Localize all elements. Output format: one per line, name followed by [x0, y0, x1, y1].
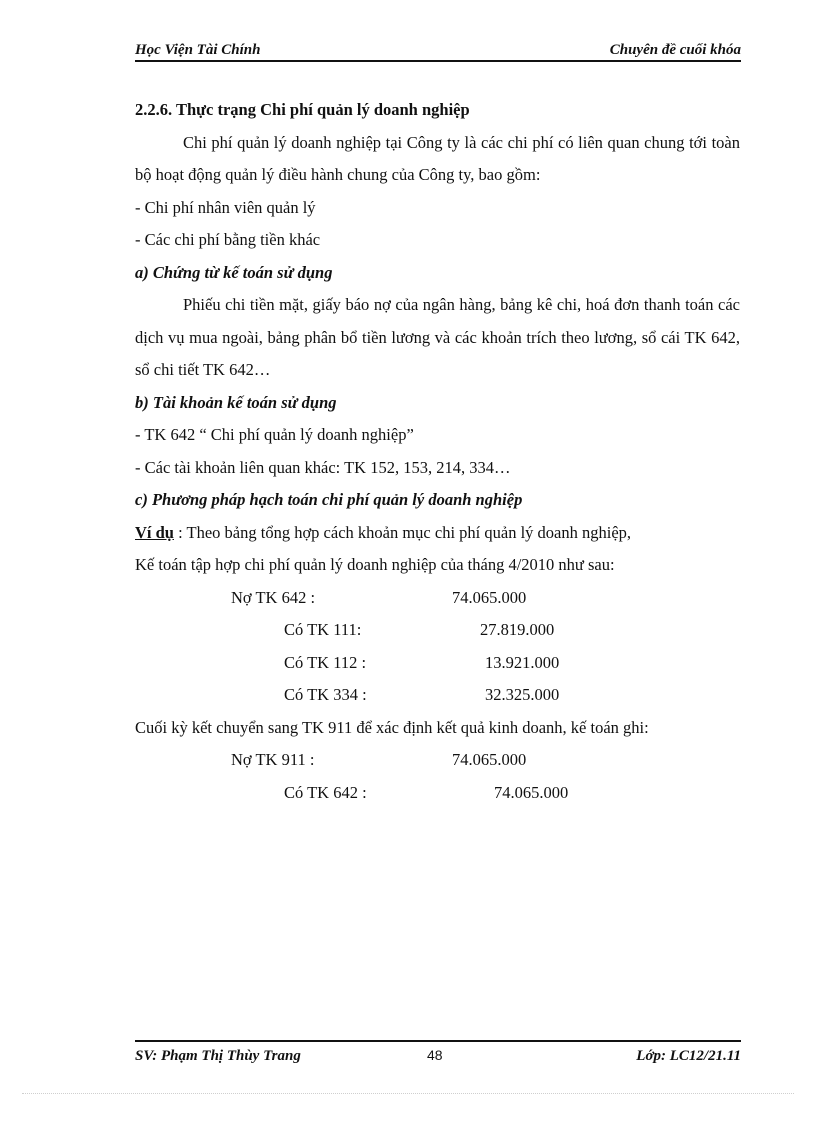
entry-account: Nợ TK 911 : [231, 750, 315, 769]
entry-account: Nợ TK 642 : [231, 587, 316, 607]
journal-entry-row [135, 647, 740, 680]
example-line-2: Kế toán tập hợp chi phí quản lý doanh nghiệp của tháng 4/2010 như sau: [135, 555, 615, 574]
example-text: : Theo bảng tổng hợp cách khoản mục chi phí quản lý doanh nghiệp, [173, 522, 632, 542]
entry-amount: 74.065.000 [452, 750, 527, 769]
entry-amount: 32.325.000 [485, 685, 560, 704]
journal-entry-row [135, 744, 740, 777]
entry-account: Có TK 111: [284, 620, 362, 639]
journal-entry-row [135, 614, 740, 647]
journal-entry-row [135, 582, 740, 615]
page-footer [135, 1040, 741, 1068]
bullet-item: - Chi phí nhân viên quản lý [135, 197, 316, 217]
page-number: 48 [427, 1047, 443, 1063]
entry-account: Có TK 642 : [284, 782, 367, 802]
entry-amount: 27.819.000 [480, 620, 555, 639]
journal-entry-row [135, 777, 740, 810]
bullet-item: - Các chi phí bằng tiền khác [135, 230, 321, 249]
subsection-c-title: c) Phương pháp hạch toán chi phí quản lý doanh nghiệp [135, 490, 523, 509]
section-title: 2.2.6. Thực trạng Chi phí quản lý doanh nghiệp [135, 100, 470, 119]
intro-paragraph: Chi phí quản lý doanh nghiệp tại Công ty là các chi phí có liên quan chung tới toàn bộ hoạt động quản lý điều hành chung của Công ty, bao gồm: [135, 132, 740, 184]
entry-amount: 74.065.000 [452, 587, 527, 607]
entry-amount: 13.921.000 [485, 652, 560, 672]
page-header [135, 37, 741, 62]
subsection-a-body: Phiếu chi tiền mặt, giấy báo nợ của ngân hàng, bảng kê chi, hoá đơn thanh toán các dịch vụ mua ngoài, bảng phân bổ tiền lương và các khoản trích theo lương, sổ cái TK 642, sổ chi tiết TK 642… [135, 295, 740, 379]
subsection-a-title: a) Chứng từ kế toán sử dụng [135, 262, 333, 282]
header-institution: Học Viện Tài Chính [135, 42, 261, 58]
account-line: - Các tài khoản liên quan khác: TK 152, 153, 214, 334… [135, 457, 511, 477]
footer-class-code: Lớp: LC12/21.11 [636, 1047, 741, 1064]
page-content [135, 94, 740, 809]
entry-amount: 74.065.000 [494, 782, 569, 802]
entry-account: Có TK 334 : [284, 685, 367, 704]
example-line [135, 517, 740, 550]
subsection-b-title: b) Tài khoản kế toán sử dụng [135, 392, 337, 412]
page-bottom-divider [22, 1093, 794, 1094]
example-label: Ví dụ [135, 522, 174, 542]
account-line: - TK 642 “ Chi phí quản lý doanh nghiệp” [135, 425, 414, 444]
footer-student-name: SV: Phạm Thị Thùy Trang [135, 1047, 301, 1064]
journal-entry-row [135, 679, 740, 712]
header-document-type: Chuyên đề cuối khóa [609, 42, 741, 58]
entry-account: Có TK 112 : [284, 652, 367, 672]
closing-line: Cuối kỳ kết chuyển sang TK 911 để xác định kết quả kinh doanh, kế toán ghi: [135, 717, 649, 737]
